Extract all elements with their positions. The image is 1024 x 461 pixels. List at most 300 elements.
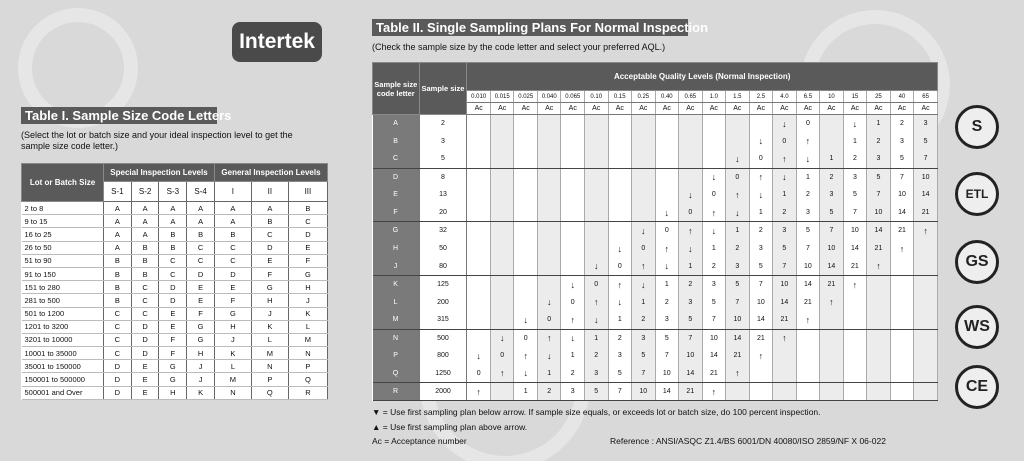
code-letter-cell: E: [131, 360, 159, 373]
level-header: S-4: [187, 182, 215, 202]
code-letter-cell: C: [373, 150, 420, 168]
acceptance-number-cell: 5: [585, 383, 609, 401]
general-levels-header: General Inspection Levels: [214, 164, 327, 182]
down-arrow-icon: ↓: [679, 240, 703, 258]
acceptance-number-cell: [537, 240, 561, 258]
acceptance-number-cell: [608, 115, 632, 133]
legend-acceptance: Ac = Acceptance number: [372, 436, 467, 446]
code-letter-cell: L: [214, 360, 251, 373]
code-letter-cell: D: [159, 294, 187, 307]
code-letter-cell: A: [214, 215, 251, 228]
acceptance-number-cell: 7: [632, 365, 656, 383]
acceptance-number-cell: [467, 150, 491, 168]
acceptance-number-cell: 1: [702, 240, 726, 258]
up-arrow-icon: ↑: [890, 240, 914, 258]
acceptance-number-cell: [867, 383, 891, 401]
acceptance-number-cell: 1: [773, 186, 797, 204]
ac-label: Ac: [467, 103, 491, 115]
acceptance-number-cell: 14: [702, 347, 726, 365]
code-letter-cell: L: [373, 293, 420, 311]
acceptance-number-cell: 2: [679, 275, 703, 293]
table-row: [373, 383, 938, 401]
code-letter-cell: N: [288, 347, 327, 360]
acceptance-number-cell: 3: [890, 132, 914, 150]
code-letter-cell: G: [251, 281, 288, 294]
acceptance-number-cell: 7: [749, 275, 773, 293]
acceptance-number-cell: [585, 186, 609, 204]
code-letter-cell: A: [214, 202, 251, 215]
aql-value: 0.25: [632, 91, 656, 103]
acceptance-number-cell: [890, 347, 914, 365]
aql-header: Acceptable Quality Levels (Normal Inspection): [467, 63, 938, 91]
acceptance-number-cell: [490, 275, 514, 293]
up-arrow-icon: ↑: [726, 186, 750, 204]
table-row: [22, 202, 328, 215]
up-arrow-icon: ↑: [867, 258, 891, 276]
aql-value: 0.65: [679, 91, 703, 103]
lot-size-cell: 51 to 90: [22, 254, 104, 267]
sample-size-cell: 5: [419, 150, 467, 168]
acceptance-number-cell: 21: [867, 240, 891, 258]
acceptance-number-cell: 1: [867, 115, 891, 133]
code-letter-cell: B: [131, 241, 159, 254]
acceptance-number-cell: [749, 115, 773, 133]
level-header: I: [214, 182, 251, 202]
code-letter-cell: A: [104, 241, 132, 254]
up-arrow-icon: ↑: [490, 365, 514, 383]
down-arrow-icon: ↓: [655, 258, 679, 276]
acceptance-number-cell: 0: [585, 275, 609, 293]
acceptance-number-cell: 3: [773, 222, 797, 240]
acceptance-number-cell: [632, 204, 656, 222]
acceptance-number-cell: 5: [749, 258, 773, 276]
acceptance-number-cell: [561, 240, 585, 258]
code-letter-cell: F: [159, 333, 187, 346]
up-arrow-icon: ↑: [514, 347, 538, 365]
table-row: [373, 258, 938, 276]
acceptance-number-cell: [820, 329, 844, 347]
code-letter-cell: H: [373, 240, 420, 258]
code-letter-cell: A: [104, 228, 132, 241]
acceptance-number-cell: 7: [726, 293, 750, 311]
acceptance-number-cell: [585, 132, 609, 150]
acceptance-number-cell: 14: [773, 293, 797, 311]
acceptance-number-cell: [655, 150, 679, 168]
acceptance-number-cell: 1: [796, 168, 820, 186]
acceptance-number-cell: 0: [726, 168, 750, 186]
acceptance-number-cell: [514, 168, 538, 186]
sample-size-cell: 2: [419, 115, 467, 133]
aql-value: 0.065: [561, 91, 585, 103]
acceptance-number-cell: 0: [632, 240, 656, 258]
down-arrow-icon: ↓: [608, 293, 632, 311]
table-row: [373, 329, 938, 347]
table-row: [22, 228, 328, 241]
up-arrow-icon: ↑: [749, 347, 773, 365]
aql-value: 1.5: [726, 91, 750, 103]
level-header: S-2: [131, 182, 159, 202]
table-row: [22, 360, 328, 373]
acceptance-number-cell: [467, 311, 491, 329]
down-arrow-icon: ↓: [749, 186, 773, 204]
table-row: [373, 293, 938, 311]
ac-label: Ac: [679, 103, 703, 115]
acceptance-number-cell: 10: [655, 365, 679, 383]
acceptance-number-cell: [585, 240, 609, 258]
acceptance-number-cell: [490, 115, 514, 133]
code-letter-cell: A: [131, 228, 159, 241]
code-letter-cell: B: [159, 241, 187, 254]
acceptance-number-cell: [537, 222, 561, 240]
acceptance-number-cell: 21: [890, 222, 914, 240]
acceptance-number-cell: [820, 347, 844, 365]
ce-mark-icon: CE: [955, 365, 999, 409]
code-letter-cell: C: [131, 281, 159, 294]
acceptance-number-cell: [867, 275, 891, 293]
code-letter-cell: Q: [373, 365, 420, 383]
acceptance-number-cell: [679, 150, 703, 168]
acceptance-number-cell: 7: [608, 383, 632, 401]
down-arrow-icon: ↓: [702, 168, 726, 186]
acceptance-number-cell: [467, 204, 491, 222]
acceptance-number-cell: [655, 168, 679, 186]
code-letter-cell: H: [288, 281, 327, 294]
code-letter-cell: D: [288, 228, 327, 241]
code-letter-cell: C: [104, 320, 132, 333]
code-letter-cell: B: [104, 294, 132, 307]
table-row: [22, 347, 328, 360]
acceptance-number-cell: [749, 383, 773, 401]
code-letter-cell: K: [251, 320, 288, 333]
acceptance-number-cell: [467, 240, 491, 258]
acceptance-number-cell: [655, 115, 679, 133]
acceptance-number-cell: 5: [773, 240, 797, 258]
aql-value: 15: [843, 91, 867, 103]
down-arrow-icon: ↓: [749, 132, 773, 150]
aql-value: 0.10: [585, 91, 609, 103]
sample-size-cell: 32: [419, 222, 467, 240]
acceptance-number-cell: [608, 132, 632, 150]
code-letter-cell: B: [104, 267, 132, 280]
code-letter-cell: G: [159, 373, 187, 386]
code-letter-cell: K: [214, 347, 251, 360]
acceptance-number-cell: 7: [820, 222, 844, 240]
code-letter-cell: D: [104, 360, 132, 373]
aql-value: 4.0: [773, 91, 797, 103]
acceptance-number-cell: [843, 311, 867, 329]
table-row: [373, 275, 938, 293]
code-letter-cell: D: [373, 168, 420, 186]
ac-label: Ac: [561, 103, 585, 115]
acceptance-number-cell: 10: [867, 204, 891, 222]
code-letter-cell: J: [187, 373, 215, 386]
acceptance-number-cell: [490, 186, 514, 204]
code-letter-cell: A: [159, 215, 187, 228]
table-row: [22, 373, 328, 386]
acceptance-number-cell: 10: [773, 275, 797, 293]
acceptance-number-cell: 21: [749, 329, 773, 347]
acceptance-number-cell: 7: [867, 186, 891, 204]
acceptance-number-cell: 2: [585, 347, 609, 365]
acceptance-number-cell: [490, 311, 514, 329]
s-mark-icon: S: [955, 105, 999, 149]
acceptance-number-cell: 14: [749, 311, 773, 329]
acceptance-number-cell: 10: [820, 240, 844, 258]
acceptance-number-cell: [585, 168, 609, 186]
lot-size-cell: 16 to 25: [22, 228, 104, 241]
acceptance-number-cell: 5: [914, 132, 938, 150]
table2-title: Table II. Single Sampling Plans For Normal Inspection: [372, 19, 688, 36]
acceptance-number-cell: 14: [820, 258, 844, 276]
acceptance-number-cell: [914, 240, 938, 258]
gs-mark-icon: GS: [955, 240, 999, 284]
aql-value: 25: [867, 91, 891, 103]
ac-label: Ac: [796, 103, 820, 115]
acceptance-number-cell: 5: [843, 186, 867, 204]
table-row: [22, 215, 328, 228]
acceptance-number-cell: [537, 275, 561, 293]
table-row: [373, 132, 938, 150]
acceptance-number-cell: 5: [796, 222, 820, 240]
table-row: [22, 267, 328, 280]
acceptance-number-cell: [537, 132, 561, 150]
up-arrow-icon: ↑: [843, 275, 867, 293]
acceptance-number-cell: [890, 365, 914, 383]
aql-value: 0.015: [490, 91, 514, 103]
up-arrow-icon: ↑: [796, 311, 820, 329]
code-letter-cell: B: [131, 267, 159, 280]
acceptance-number-cell: 7: [702, 311, 726, 329]
acceptance-number-cell: 3: [561, 383, 585, 401]
up-arrow-icon: ↑: [773, 329, 797, 347]
code-letter-cell: F: [251, 267, 288, 280]
aql-value: 2.5: [749, 91, 773, 103]
acceptance-number-cell: 2: [890, 115, 914, 133]
acceptance-number-cell: 0: [702, 186, 726, 204]
table-row: [22, 333, 328, 346]
acceptance-number-cell: [796, 329, 820, 347]
code-letter-cell: J: [187, 360, 215, 373]
acceptance-number-cell: [914, 347, 938, 365]
table-row: [22, 254, 328, 267]
code-letter-cell: N: [214, 386, 251, 399]
down-arrow-icon: ↓: [467, 347, 491, 365]
acceptance-number-cell: [867, 365, 891, 383]
acceptance-number-cell: 21: [820, 275, 844, 293]
acceptance-number-cell: 1: [843, 132, 867, 150]
ac-label: Ac: [537, 103, 561, 115]
aql-value: 10: [820, 91, 844, 103]
table-row: [373, 150, 938, 168]
ac-label: Ac: [632, 103, 656, 115]
acceptance-number-cell: [467, 186, 491, 204]
acceptance-number-cell: 21: [726, 347, 750, 365]
acceptance-number-cell: 14: [867, 222, 891, 240]
code-letter-cell: B: [187, 228, 215, 241]
code-letter-cell: C: [251, 228, 288, 241]
aql-value: 40: [890, 91, 914, 103]
legend-down-arrow: ▼ = Use first sampling plan below arrow. If sample size equals, or exceeds lot or batch size, do 100 percent inspection.: [372, 407, 821, 417]
lot-size-cell: 3201 to 10000: [22, 333, 104, 346]
sample-size-cell: 13: [419, 186, 467, 204]
up-arrow-icon: ↑: [537, 329, 561, 347]
code-letter-cell: N: [251, 360, 288, 373]
acceptance-number-cell: 14: [914, 186, 938, 204]
acceptance-number-cell: 7: [679, 329, 703, 347]
code-letter-cell: E: [131, 373, 159, 386]
acceptance-number-cell: 2: [867, 132, 891, 150]
acceptance-number-cell: [561, 258, 585, 276]
down-arrow-icon: ↓: [537, 347, 561, 365]
level-header: II: [251, 182, 288, 202]
table-row: [373, 347, 938, 365]
acceptance-number-cell: 2: [655, 293, 679, 311]
acceptance-number-cell: 1: [749, 204, 773, 222]
code-letter-cell: E: [187, 281, 215, 294]
acceptance-number-cell: [561, 132, 585, 150]
acceptance-number-cell: [726, 115, 750, 133]
up-arrow-icon: ↑: [679, 222, 703, 240]
acceptance-number-cell: 3: [726, 258, 750, 276]
code-letter-cell: D: [187, 267, 215, 280]
lot-size-header: Lot or Batch Size: [22, 164, 104, 202]
code-letter-cell: M: [251, 347, 288, 360]
acceptance-number-cell: 1: [537, 365, 561, 383]
up-arrow-icon: ↑: [749, 168, 773, 186]
acceptance-number-cell: 14: [890, 204, 914, 222]
acceptance-number-cell: [726, 132, 750, 150]
down-arrow-icon: ↓: [561, 329, 585, 347]
lot-size-cell: 9 to 15: [22, 215, 104, 228]
acceptance-number-cell: [914, 311, 938, 329]
acceptance-number-cell: 2: [773, 204, 797, 222]
acceptance-number-cell: 0: [773, 132, 797, 150]
table-row: [373, 240, 938, 258]
acceptance-number-cell: [585, 204, 609, 222]
ac-label: Ac: [490, 103, 514, 115]
acceptance-number-cell: 5: [702, 293, 726, 311]
code-letter-cell: E: [373, 186, 420, 204]
code-letter-cell: A: [131, 215, 159, 228]
acceptance-number-cell: 1: [632, 293, 656, 311]
acceptance-number-cell: 7: [773, 258, 797, 276]
code-letter-cell: B: [131, 254, 159, 267]
acceptance-number-cell: 3: [796, 204, 820, 222]
acceptance-number-cell: 3: [585, 365, 609, 383]
acceptance-number-cell: [655, 186, 679, 204]
acceptance-number-cell: [820, 132, 844, 150]
acceptance-number-cell: [467, 115, 491, 133]
acceptance-number-cell: 2: [608, 329, 632, 347]
acceptance-number-cell: 5: [890, 150, 914, 168]
acceptance-number-cell: [608, 222, 632, 240]
acceptance-number-cell: [632, 186, 656, 204]
down-arrow-icon: ↓: [514, 311, 538, 329]
acceptance-number-cell: [467, 258, 491, 276]
table-row: [373, 311, 938, 329]
acceptance-number-cell: [490, 222, 514, 240]
code-letter-cell: M: [373, 311, 420, 329]
acceptance-number-cell: [514, 293, 538, 311]
acceptance-number-cell: [514, 275, 538, 293]
code-letter-cell: B: [104, 254, 132, 267]
code-letter-cell: H: [251, 294, 288, 307]
acceptance-number-cell: [843, 293, 867, 311]
acceptance-number-cell: [608, 168, 632, 186]
code-letter-cell: B: [104, 281, 132, 294]
up-arrow-icon: ↑: [702, 204, 726, 222]
acceptance-number-cell: 1: [561, 347, 585, 365]
acceptance-number-cell: 0: [655, 222, 679, 240]
reference-standards: Reference : ANSI/ASQC Z1.4/BS 6001/DN 40080/ISO 2859/NF X 06-022: [610, 436, 886, 446]
code-letter-cell: D: [159, 281, 187, 294]
code-letter-cell: Q: [251, 386, 288, 399]
lot-size-cell: 35001 to 150000: [22, 360, 104, 373]
etl-mark-icon: ETL: [955, 172, 999, 216]
acceptance-number-cell: [820, 115, 844, 133]
down-arrow-icon: ↓: [537, 293, 561, 311]
acceptance-number-cell: [867, 347, 891, 365]
acceptance-number-cell: 3: [632, 329, 656, 347]
acceptance-number-cell: [632, 168, 656, 186]
ac-label: Ac: [702, 103, 726, 115]
acceptance-number-cell: [632, 150, 656, 168]
acceptance-number-cell: 3: [702, 275, 726, 293]
acceptance-number-cell: [890, 383, 914, 401]
acceptance-number-cell: 2: [537, 383, 561, 401]
acceptance-number-cell: 0: [490, 347, 514, 365]
sample-size-cell: 1250: [419, 365, 467, 383]
table-row: [22, 241, 328, 254]
acceptance-number-cell: 5: [679, 311, 703, 329]
aql-value: 0.40: [655, 91, 679, 103]
code-letter-cell: G: [373, 222, 420, 240]
table-row: [22, 294, 328, 307]
code-letter-cell: A: [131, 202, 159, 215]
acceptance-number-cell: [867, 293, 891, 311]
sample-size-cell: 2000: [419, 383, 467, 401]
code-letter-cell: B: [251, 215, 288, 228]
acceptance-number-cell: [561, 150, 585, 168]
acceptance-number-cell: [820, 383, 844, 401]
code-letter-cell: F: [373, 204, 420, 222]
acceptance-number-cell: [608, 186, 632, 204]
up-arrow-icon: ↑: [632, 258, 656, 276]
aql-value: 6.5: [796, 91, 820, 103]
code-letter-cell: N: [373, 329, 420, 347]
sample-size-cell: 20: [419, 204, 467, 222]
down-arrow-icon: ↓: [773, 115, 797, 133]
table-row: [373, 168, 938, 186]
acceptance-number-cell: [514, 150, 538, 168]
acceptance-number-cell: [890, 275, 914, 293]
code-letter-cell: B: [214, 228, 251, 241]
down-arrow-icon: ↓: [843, 115, 867, 133]
down-arrow-icon: ↓: [655, 204, 679, 222]
acceptance-number-cell: 1: [514, 383, 538, 401]
code-letter-cell: L: [251, 333, 288, 346]
code-letter-cell: C: [288, 215, 327, 228]
acceptance-number-cell: 3: [820, 186, 844, 204]
acceptance-number-cell: 10: [702, 329, 726, 347]
code-letter-cell: D: [131, 333, 159, 346]
acceptance-number-cell: [537, 150, 561, 168]
up-arrow-icon: ↑: [561, 311, 585, 329]
acceptance-number-cell: [561, 115, 585, 133]
code-letter-cell: G: [214, 307, 251, 320]
down-arrow-icon: ↓: [490, 329, 514, 347]
acceptance-number-cell: 10: [726, 311, 750, 329]
